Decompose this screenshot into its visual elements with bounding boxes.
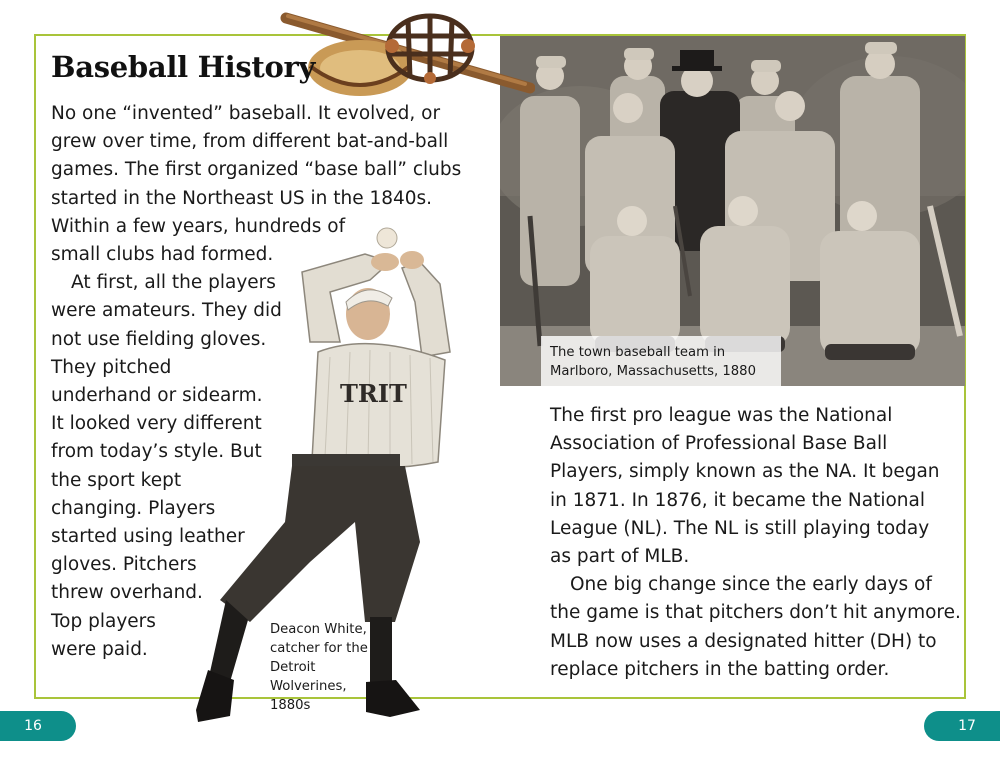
text-line: MLB now uses a designated hitter (DH) to: [550, 630, 937, 652]
text-line: They pitched: [51, 356, 172, 378]
text-line: Top players: [51, 610, 156, 632]
player-caption: [270, 620, 390, 715]
text-line: underhand or sidearm.: [51, 385, 263, 407]
text-line: games. The first organized “base ball” clubs: [51, 159, 462, 181]
paragraph: [550, 571, 961, 684]
player-caption-line: 1880s: [270, 698, 311, 713]
text-line: in 1871. In 1876, it became the National: [550, 489, 926, 511]
text-line: not use fielding gloves.: [51, 328, 267, 350]
text-line: were paid.: [51, 638, 148, 660]
paragraph: [550, 402, 961, 571]
text-line: League (NL). The NL is still playing today: [550, 517, 930, 539]
text-line: grew over time, from different bat-and-ball: [51, 131, 449, 153]
text-line: the game is that pitchers don’t hit anymore.: [550, 602, 961, 624]
text-line: One big change since the early days of: [570, 574, 932, 596]
text-line: from today’s style. But: [51, 441, 262, 463]
team-caption-line: Marlboro, Massachusetts, 1880: [550, 364, 756, 379]
text-line: It looked very different: [51, 413, 262, 435]
team-photo-caption: [541, 336, 781, 386]
jersey-lettering: TRIT: [340, 379, 407, 408]
text-line: threw overhand.: [51, 582, 203, 604]
text-line: changing. Players: [51, 497, 216, 519]
text-line: No one “invented” baseball. It evolved, or: [51, 103, 441, 124]
team-photo: [500, 36, 965, 386]
text-line: The first pro league was the National: [550, 405, 893, 426]
text-line: started using leather: [51, 526, 245, 548]
text-line: as part of MLB.: [550, 546, 690, 568]
equipment-illustration: [280, 6, 535, 106]
text-line: small clubs had formed.: [51, 244, 274, 266]
text-line: replace pitchers in the batting order.: [550, 658, 890, 680]
text-line: the sport kept: [51, 469, 182, 491]
text-line: were amateurs. They did: [51, 300, 282, 322]
player-caption-line: catcher for the: [270, 641, 368, 656]
team-caption-line: The town baseball team in: [550, 345, 726, 360]
player-caption-line: Deacon White,: [270, 622, 367, 637]
page-number-right: 17: [924, 711, 1000, 741]
text-line: Within a few years, hundreds of: [51, 215, 346, 237]
page-number-left: 16: [0, 711, 76, 741]
page-title: Baseball History: [51, 50, 316, 84]
text-line: started in the Northeast US in the 1840s.: [51, 187, 433, 209]
text-line: gloves. Pitchers: [51, 554, 197, 576]
right-column-text: [550, 402, 961, 684]
text-line: Players, simply known as the NA. It began: [550, 461, 940, 483]
player-caption-line: Detroit Wolverines,: [270, 660, 347, 694]
text-line: Association of Professional Base Ball: [550, 433, 888, 455]
text-line: At first, all the players: [71, 272, 276, 294]
